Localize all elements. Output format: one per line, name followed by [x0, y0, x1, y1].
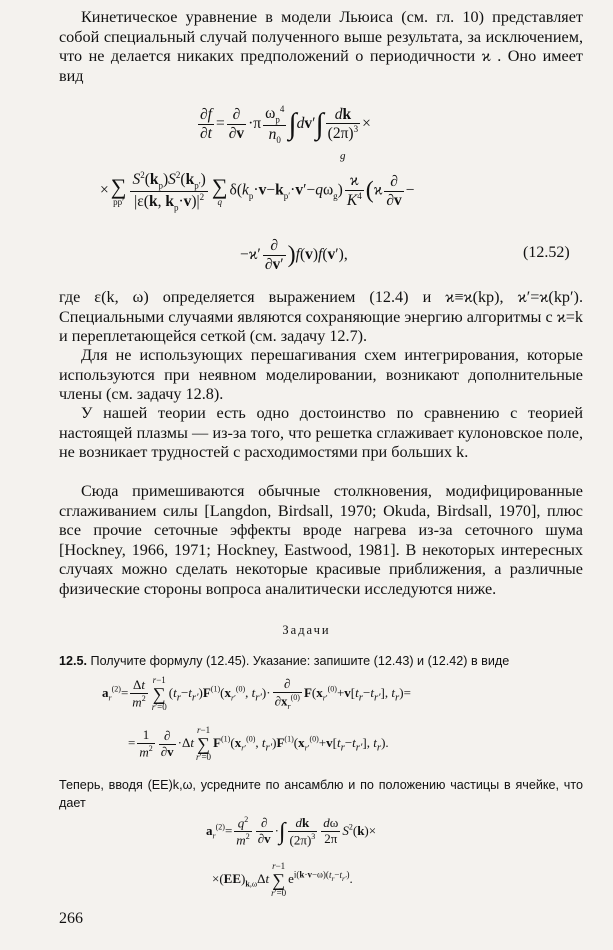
problem-equation-line-4: $\times(EE)_{k,\omega}\Delta t$ r−1 ∑ r′=0 $e^{i(k\cdot v-\omega)(t_r-t_{r'})}$. [212, 861, 353, 898]
page-number: 266 [59, 910, 83, 927]
equation-number: (12.52) [523, 244, 570, 261]
kinetic-equation-line-2: × ∑ pp′ $\frac{S^2(k_p)S^2(k_{p'})}{|\varepsilon(k, k_p\cdot v)|^2}$ ∑ q $\delta(k_p\cdot v-k_{p'}\cdot v'-q\omega_g)$ $\frac{ϰ}{K^4}$ (ϰ $\frac{\partial}{\partial v}$ − [100, 170, 415, 212]
problem-continuation: Теперь, вводя (EE)k,ω, усредните по ансамблю и по положению частицы в ячейке, что дает [59, 778, 583, 810]
problem-equation-line-1: $a_r^{(2)}=$ $\frac{\Delta t}{m^2}$ r−1 ∑ r′=0 $(t_r-t_{r'})F^{(1)}(x_{r'}^{(0)}$, $t_{r'})\cdot$ $\frac{\partial}{\partial x_r^{(0)}}$ $F(x_{r'}^{(0)}+v[t_r-t_{r'}]$, $t_r)=$ [102, 675, 411, 712]
paragraph-implicit: Для не использующих перешагивания схем интегрирования, которые используются при неявном моделировании, возникают дополнительные члены (см. задачу 12.8). [59, 346, 583, 404]
problem-text: Получите формулу (12.45). Указание: запишите (12.43) и (12.42) в виде [90, 654, 510, 668]
integral-limit-g: g [340, 150, 346, 162]
problem-equation-line-3: $a_r^{(2)}=$ $\frac{q^2}{m^2}$ $\frac{\partial}{\partial v}$ ·∫ $\frac{dk}{(2\pi)^3}$ $\frac{d\omega}{2\pi}$ $S^2(k)\times$ [206, 814, 377, 848]
kinetic-equation-line-3: −ϰ′ $\frac{\partial}{\partial v'}$ )f(v)f(v′), [240, 237, 348, 273]
paragraph-collisions: Сюда примешиваются обычные столкновения, модифицированные сглаживанием силы [Langdon, Birdsall, 1970; Okuda, Birdsall, 1970], плюс все прочие сеточные эффекты вроде нагрева из-за сеточного шума [Hockney, 1966, 1971; Hockney, Eastwood, 1981]. В некоторых интересных случаях можно сделать некоторые красивые приближения, а различные физические стороны вопроса аналитически исследуются ниже. [59, 482, 583, 598]
kinetic-equation-line-1: $\frac{\partial f}{\partial t}$ = $\frac{\partial}{\partial v}$ ·π $\frac{\omega_p^4}{n_0}$ ∫dv′∫ $\frac{dk}{(2\pi)^3}$ × [200, 104, 371, 145]
problem-equation-line-2: = $\frac{1}{m^2}$ $\frac{\partial}{\partial v}$ ·Δt r−1 ∑ r′=0 $F^{(1)}(x_{r'}^{(0)}$, $t_{r'})F^{(1)}(x_{r'}^{(0)}+v[t_r-t_{r'}]$, $t_r$). [128, 725, 389, 762]
problem-statement [59, 652, 583, 670]
paragraph-definitions: где ε(k, ω) определяется выражением (12.4) и ϰ≡ϰ(kp), ϰ′=ϰ(kp′). Специальными случаями являются сохраняющие энергию алгоритмы с ϰ=k и переплетающейся сеткой (см. задачу 12.7). [59, 288, 583, 346]
paragraph-advantage: У нашей теории есть одно достоинство по сравнению с теорией настоящей плазмы — из-за того, что решетка сглаживает кулоновское поле, не возникает трудностей с расходимостями при больших k. [59, 404, 583, 462]
section-heading: Задачи [282, 623, 331, 637]
paragraph-intro: Кинетическое уравнение в модели Льюиса (см. гл. 10) представляет собой специальный случай полученного выше результата, за исключением, что не делается никаких предположений о периодичности ϰ . Оно имеет вид [59, 8, 583, 85]
problem-number: 12.5. [59, 654, 88, 668]
